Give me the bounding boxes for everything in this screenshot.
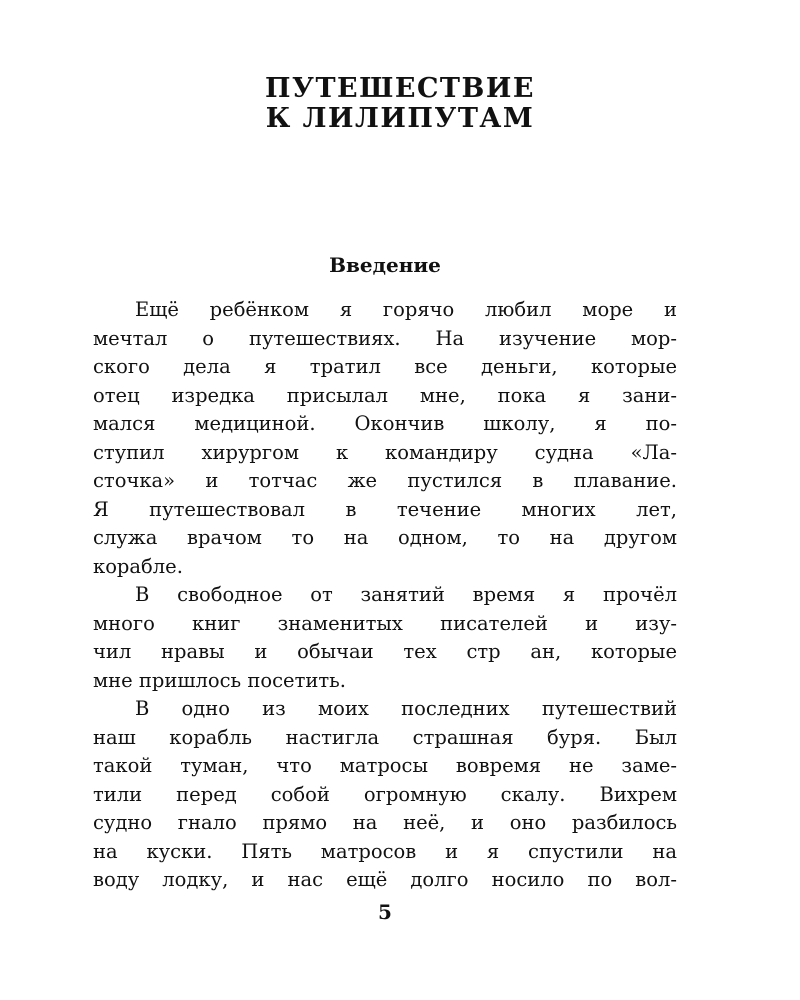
body-text [93,296,677,895]
text-line: на куски. Пять матросов и я спустили на [93,839,677,863]
text-line: Я путешествовал в течение многих лет, [93,497,677,521]
text-line: В свободное от занятий время я прочёл [135,583,677,606]
text-line: отец изредка присылал мне, пока я зани- [93,383,677,407]
text-line: мне пришлось посетить. [93,668,346,692]
text-line: корабле. [93,554,183,578]
chapter-title-line-1: ПУТЕШЕСТВИЕ [265,73,535,104]
text-line: ступил хирургом к командиру судна «Ла- [93,440,677,464]
section-heading: Введение [329,253,441,277]
chapter-title-line-2: К ЛИЛИПУТАМ [265,103,535,134]
text-line: ского дела я тратил все деньги, которые [93,355,677,378]
text-line: такой туман, что матросы вовремя не заме- [93,754,677,777]
text-line: мечтал о путешествиях. На изучение мор- [93,326,677,350]
text-line: наш корабль настигла страшная буря. Был [93,725,677,749]
text-line: тили перед собой огромную скалу. Вихрем [93,782,677,806]
text-line: мался медициной. Окончив школу, я по- [93,412,677,435]
text-line: сточка» и тотчас же пустился в плавание. [93,469,677,492]
text-line: чил нравы и обычаи тех стр ан, которые [93,640,677,663]
text-line: В одно из моих последних путешествий [135,697,677,720]
text-line: воду лодку, и нас ещё долго носило по вол- [93,868,677,891]
page-number: 5 [378,900,392,924]
text-line: служа врачом то на одном, то на другом [93,526,677,549]
text-line: много книг знаменитых писателей и изу- [93,611,677,635]
text-line: Ещё ребёнком я горячо любил море и [135,298,677,321]
text-line: судно гнало прямо на неё, и оно разбилось [93,811,677,834]
chapter-title [0,74,800,134]
